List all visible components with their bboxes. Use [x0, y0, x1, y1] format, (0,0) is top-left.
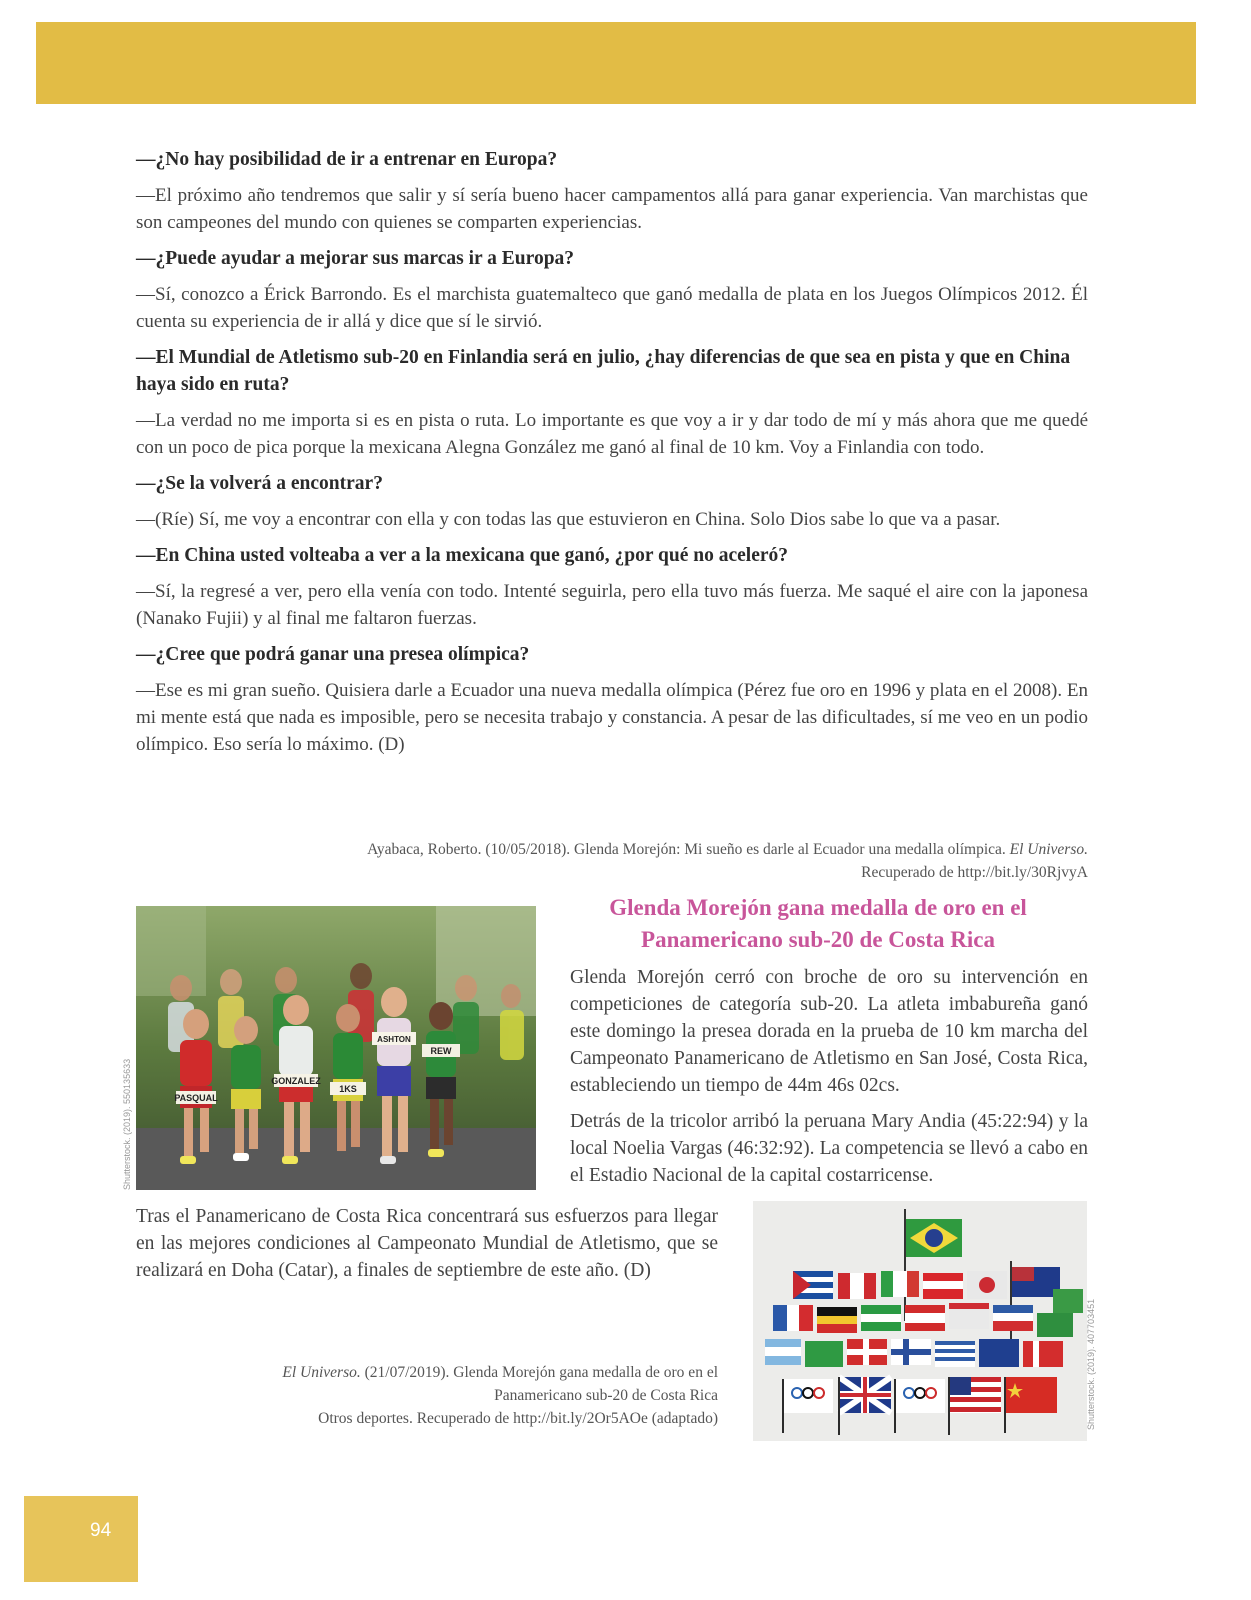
interview-text	[136, 146, 1088, 767]
race-walkers-photo	[136, 906, 536, 1190]
interview-question: —En China usted volteaba a ver a la mexicana que ganó, ¿por qué no aceleró?	[136, 545, 789, 566]
photo-credit-flags: Shutterstock. (2019). 407703451	[1086, 1298, 1096, 1430]
bib-label: ASHTON	[377, 1035, 411, 1044]
page-number-box	[24, 1496, 138, 1582]
citation-source: El Universo.	[282, 1364, 361, 1381]
bib-label: GONZALEZ	[271, 1076, 321, 1086]
citation-source: El Universo.	[1009, 841, 1088, 858]
citation-line: Panamericano sub-20 de Costa Rica	[494, 1387, 718, 1404]
citation-line: (21/07/2019). Glenda Morejón gana medalla de oro en el	[364, 1364, 718, 1381]
citation-article	[136, 1361, 718, 1430]
interview-answer: —La verdad no me importa si es en pista o ruta. Lo importante es que voy a ir y dar todo de mí y más ahora que me quedé con un poco de pica porque la mexicana Alegna González me ganó al final de 10 km. Voy a Finlandia con todo.	[136, 410, 1088, 458]
article-paragraph: Detrás de la tricolor arribó la peruana Mary Andia (45:22:94) y la local Noelia Vargas (46:32:92). La competencia se llevó a cabo en el Estadio Nacional de la capital costarricense.	[570, 1111, 1088, 1186]
citation-line: Ayabaca, Roberto. (10/05/2018). Glenda Morejón: Mi sueño es darle al Ecuador una medalla olímpica.	[367, 841, 1006, 858]
interview-answer: —Sí, conozco a Érick Barrondo. Es el marchista guatemalteco que ganó medalla de plata en los Juegos Olímpicos 2012. Él cuenta su experiencia de ir allá y dice que sí le sirvió.	[136, 284, 1088, 332]
world-flags-photo	[753, 1201, 1087, 1441]
article-title: Glenda Morejón gana medalla de oro en el Panamericano sub-20 de Costa Rica	[609, 895, 1027, 952]
bib-label: 1KS	[339, 1084, 357, 1094]
interview-answer: —Ese es mi gran sueño. Quisiera darle a Ecuador una nueva medalla olímpica (Pérez fue oro en 1996 y plata en el 2008). En mi mente está que nada es imposible, pero se necesita trabajo y constancia. A pesar de las dificultades, sí me veo en un podio olímpico. Eso sería lo máximo. (D)	[136, 680, 1088, 755]
interview-question: —¿No hay posibilidad de ir a entrenar en Europa?	[136, 149, 558, 170]
interview-answer: —(Ríe) Sí, me voy a encontrar con ella y con todas las que estuvieron en China. Solo Dios sabe lo que va a pasar.	[136, 509, 1001, 530]
interview-question: —¿Cree que podrá ganar una presea olímpica?	[136, 644, 530, 665]
interview-question: —El Mundial de Atletismo sub-20 en Finlandia será en julio, ¿hay diferencias de que sea en pista y que en China haya sido en ruta?	[136, 347, 1071, 395]
interview-answer: —El próximo año tendremos que salir y sí sería bueno hacer campamentos allá para ganar experiencia. Van marchistas que son campeones del mundo con quienes se comparten experiencias.	[136, 185, 1088, 233]
citation-url: Otros deportes. Recuperado de http://bit.ly/2Or5AOe (adaptado)	[318, 1410, 718, 1427]
interview-question: —¿Se la volverá a encontrar?	[136, 473, 383, 494]
header-band	[36, 22, 1196, 104]
photo-credit-runners: Shutterstock. (2019). 550135633	[122, 1058, 132, 1190]
citation-url: Recuperado de http://bit.ly/30RjvyA	[861, 864, 1088, 881]
interview-answer: —Sí, la regresé a ver, pero ella venía con todo. Intenté seguirla, pero ella tuvo más fuerza. Me saqué el aire con la japonesa (Nanako Fujii) y al final me faltaron fuerzas.	[136, 581, 1088, 629]
article-body	[570, 964, 1088, 1198]
article-paragraph: Tras el Panamericano de Costa Rica concentrará sus esfuerzos para llegar en las mejores condiciones al Campeonato Mundial de Atletismo, que se realizará en Doha (Catar), a finales de septiembre de este año. (D)	[136, 1206, 718, 1281]
page-number: 94	[90, 1520, 112, 1541]
bib-label: PASQUAL	[174, 1093, 218, 1103]
interview-question: —¿Puede ayudar a mejorar sus marcas ir a Europa?	[136, 248, 575, 269]
bib-label: REW	[430, 1046, 452, 1056]
citation-interview	[136, 838, 1088, 884]
article-paragraph: Glenda Morejón cerró con broche de oro su intervención en competiciones de categoría sub-20. La atleta imbabureña ganó este domingo la presea dorada en la prueba de 10 km marcha del Campeonato Panamericano de Atletismo en San José, Costa Rica, estableciendo un tiempo de 44m 46s 02cs.	[570, 967, 1088, 1096]
